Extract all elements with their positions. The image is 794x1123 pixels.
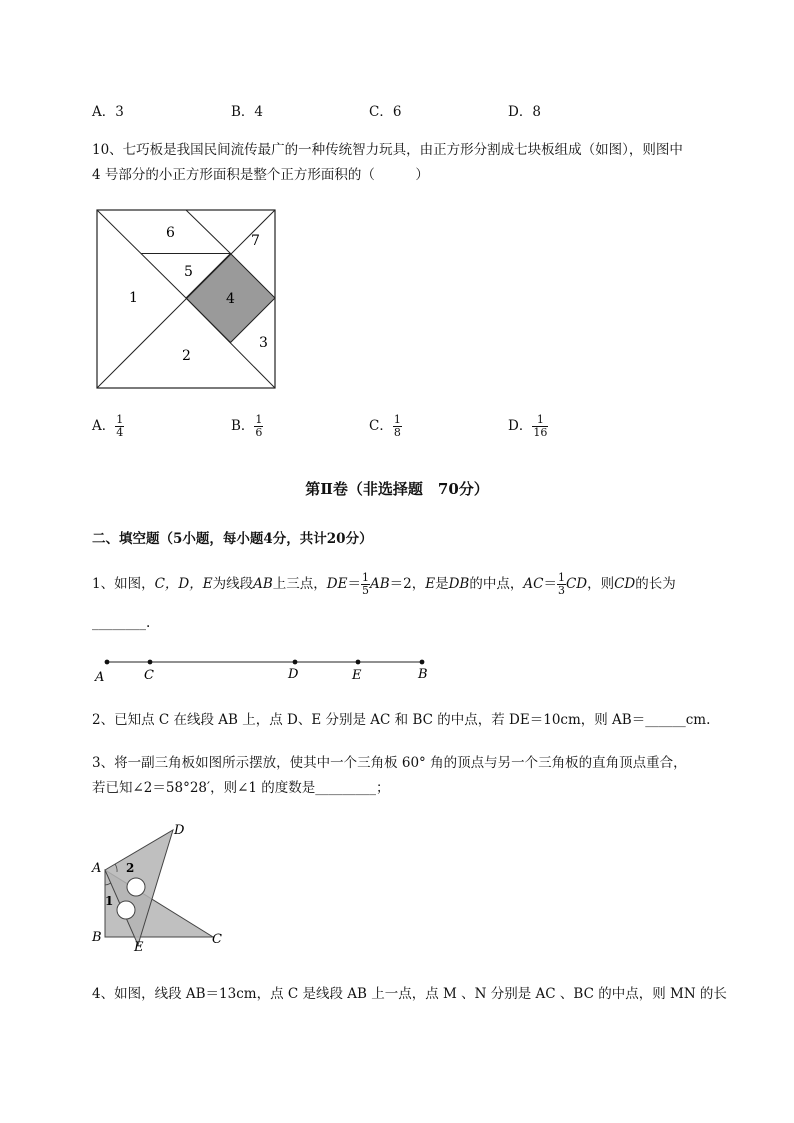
numerator: 1 — [557, 571, 565, 584]
point-b — [420, 660, 425, 665]
text-run: 是 — [435, 576, 449, 592]
numerator: 1 — [532, 414, 548, 427]
label-d: D — [174, 823, 185, 838]
choice-letter: D． — [508, 418, 533, 434]
f4-line1: 4、如图，线段 AB＝13cm，点 C 是线段 AB 上一点，点 M 、N 分别是 AC 、BC 的中点，则 MN 的长 — [92, 986, 727, 1002]
fraction — [115, 414, 124, 439]
text-run: CD — [565, 576, 588, 592]
q10-choice-b — [231, 414, 263, 439]
text-run: 1、如图， — [92, 576, 155, 592]
point-e — [356, 660, 361, 665]
label-c: C — [144, 668, 154, 683]
point-d — [293, 660, 298, 665]
piece-label-5: 5 — [184, 264, 193, 280]
q10-line1: 10、七巧板是我国民间流传最广的一种传统智力玩具，由正方形分割成七块板组成（如图），则图中 — [92, 142, 683, 158]
label-b: B — [92, 930, 102, 945]
text-run: ，则 — [587, 576, 615, 592]
piece-label-2: 2 — [182, 348, 191, 364]
choice-letter: D． — [508, 104, 533, 120]
text-run: AB — [253, 576, 273, 592]
label-b: B — [418, 667, 428, 682]
q10-choice-a — [92, 414, 124, 439]
f2-text: 2、已知点 C 在线段 AB 上，点 D、E 分别是 AC 和 BC 的中点，若 DE＝10cm，则 AB＝______cm. — [92, 712, 711, 728]
numerator: 1 — [361, 571, 369, 584]
choice-letter: A． — [92, 104, 116, 120]
text-run: 的中点， — [469, 576, 524, 592]
label-a: A — [92, 861, 102, 876]
label-e: E — [352, 668, 362, 683]
choice-letter: C． — [369, 418, 393, 434]
piece-label-6: 6 — [166, 225, 175, 241]
point-c — [148, 660, 153, 665]
q9-choice-d — [508, 100, 541, 120]
q9-choice-a — [92, 100, 124, 120]
choice-value: 3 — [115, 104, 124, 120]
text-run: AC — [523, 576, 544, 592]
tangram-figure — [96, 209, 278, 391]
segment-figure — [90, 652, 435, 686]
q10-choice-c — [369, 414, 402, 439]
label-e: E — [134, 940, 144, 955]
text-run: ＝ — [543, 576, 557, 592]
numerator: 1 — [255, 413, 263, 426]
text-run: ＝2， — [389, 576, 426, 592]
choice-value: 8 — [532, 104, 541, 120]
text-run: E — [425, 576, 436, 592]
text-run: AB — [369, 576, 390, 592]
text-run: C，D，E — [154, 576, 213, 592]
piece-label-7: 7 — [251, 233, 260, 249]
denominator: 8 — [393, 426, 401, 439]
fraction — [361, 572, 370, 597]
f1-line1 — [92, 572, 676, 597]
text-run: DE — [326, 576, 348, 592]
triangle-figure — [88, 820, 238, 955]
triangle-hole — [127, 878, 145, 896]
q10-line2: 4 号部分的小正方形面积是整个正方形面积的（ ） — [92, 167, 429, 183]
choice-letter: B． — [231, 418, 255, 434]
fraction — [532, 414, 548, 439]
angle-label-2: 2 — [126, 861, 135, 875]
piece-label-1: 1 — [129, 290, 138, 306]
f3-line2: 若已知∠2＝58°28′，则∠1 的度数是_________； — [92, 780, 390, 796]
denominator: 6 — [255, 426, 263, 439]
point-a — [105, 660, 110, 665]
denominator: 5 — [361, 584, 369, 597]
denominator: 3 — [557, 584, 565, 597]
fraction — [557, 572, 566, 597]
text-run: DB — [448, 576, 470, 592]
label-d: D — [288, 667, 299, 682]
choice-letter: B． — [231, 104, 255, 120]
text-run: 的长为 — [635, 576, 676, 592]
text-run: ＝ — [347, 576, 361, 592]
piece-label-3: 3 — [259, 335, 268, 351]
choice-letter: C． — [369, 104, 393, 120]
choice-letter: A． — [92, 418, 116, 434]
section-title: 第Ⅱ卷（非选择题 70分） — [305, 480, 489, 498]
choice-value: 6 — [392, 104, 402, 120]
fraction — [393, 414, 402, 439]
angle-label-1: 1 — [105, 894, 114, 908]
denominator: 16 — [533, 426, 548, 439]
choice-value: 4 — [254, 104, 264, 120]
piece-label-4: 4 — [226, 291, 235, 307]
triangle-hole — [117, 901, 135, 919]
label-c: C — [212, 932, 222, 947]
part-title: 二、填空题（5小题，每小题4分，共计20分） — [92, 531, 373, 547]
label-a: A — [95, 670, 105, 685]
numerator: 1 — [393, 413, 401, 426]
text-run: 为线段 — [212, 576, 254, 592]
q10-choice-d — [508, 414, 548, 439]
q9-choice-c — [369, 100, 401, 120]
text-run: 上三点， — [272, 576, 327, 592]
q9-choice-b — [231, 100, 263, 120]
fraction — [254, 414, 263, 439]
text-run: CD — [614, 576, 636, 592]
numerator: 1 — [116, 413, 124, 426]
f1-blank: ________. — [92, 615, 151, 631]
f3-line1: 3、将一副三角板如图所示摆放，使其中一个三角板 60° 角的顶点与另一个三角板的直角顶点重合， — [92, 755, 687, 771]
denominator: 4 — [116, 426, 124, 439]
